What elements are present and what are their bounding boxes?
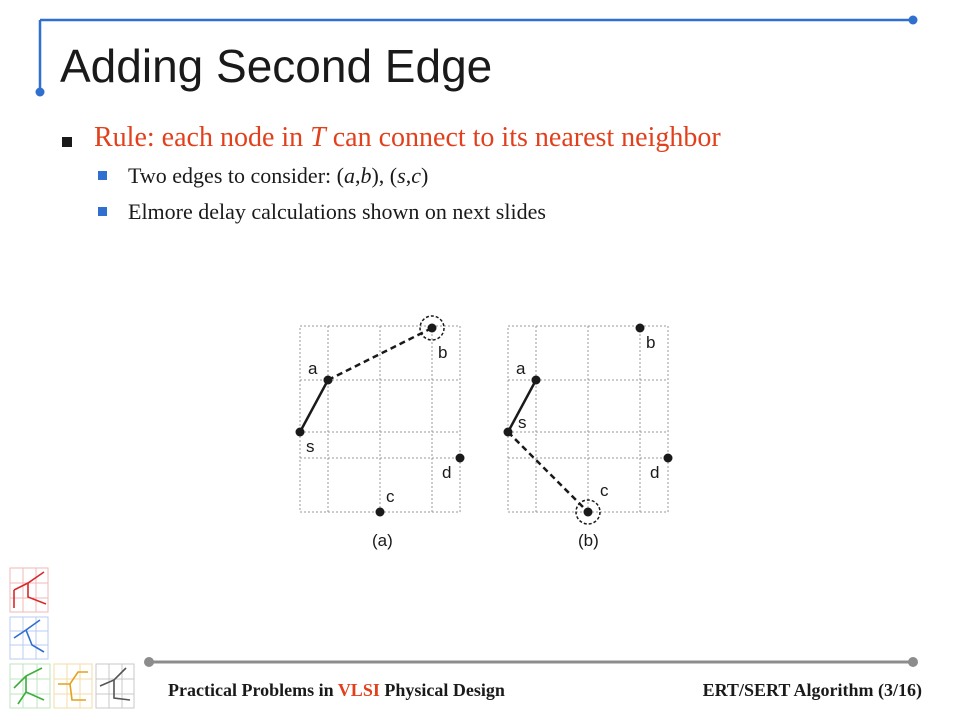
footer-course <box>168 680 505 701</box>
edges-end: ) <box>420 163 429 188</box>
footer-rule-dot-left <box>144 657 154 667</box>
node-s <box>504 428 513 437</box>
node-a <box>532 376 541 385</box>
bullet-rule <box>62 118 942 158</box>
node-s <box>296 428 305 437</box>
label-b: b <box>438 343 448 362</box>
edges-a: a <box>343 163 355 188</box>
caption-b: (b) <box>578 531 599 550</box>
routing-figure <box>280 300 680 560</box>
edges-c: c <box>411 163 421 188</box>
circuit-red-icon <box>10 568 48 612</box>
slide-title: Adding Second Edge <box>60 40 493 92</box>
edge-s-c-dashed <box>508 432 588 512</box>
label-a: a <box>308 359 318 378</box>
edges-text: Two edges to consider: ( <box>128 163 344 188</box>
label-d: d <box>442 463 452 482</box>
elmore-text: Elmore delay calculations shown on next slides <box>128 199 546 224</box>
node-d <box>664 454 673 463</box>
bullet-rule-suffix: can connect to its nearest neighbor <box>325 122 721 153</box>
node-c <box>584 508 593 517</box>
edges-mid: ), ( <box>371 163 398 188</box>
bullet-rule-T: T <box>310 122 326 153</box>
grid-a <box>300 326 460 512</box>
edge-s-a <box>300 380 328 432</box>
footer-course-prefix: Practical Problems in <box>168 680 338 700</box>
edges-comma1: , <box>354 163 361 188</box>
label-c: c <box>600 481 609 500</box>
grid-b <box>508 326 668 512</box>
caption-a: (a) <box>372 531 393 550</box>
label-s: s <box>518 413 527 432</box>
top-rule-dot <box>909 16 918 25</box>
edges-comma2: , <box>405 163 412 188</box>
node-b <box>428 324 437 333</box>
circuit-yellow-icon <box>54 664 92 708</box>
node-b <box>636 324 645 333</box>
label-d: d <box>650 463 660 482</box>
footer-rule-dot-right <box>908 657 918 667</box>
bullet-rule-prefix: Rule: each node in <box>94 122 311 153</box>
square-bullet-icon <box>98 171 107 180</box>
label-a: a <box>516 359 526 378</box>
node-c <box>376 508 385 517</box>
square-bullet-icon <box>62 137 72 147</box>
label-c: c <box>386 487 395 506</box>
edges-b: b <box>360 163 372 188</box>
sub-bullet-edges <box>62 158 942 194</box>
node-a <box>324 376 333 385</box>
circuit-green-icon <box>10 664 50 708</box>
edges-s: s <box>397 163 406 188</box>
footer-course-suffix: Physical Design <box>379 680 505 700</box>
sub-bullet-elmore <box>62 194 942 230</box>
bullet-list <box>62 118 942 230</box>
circuit-blue-icon <box>10 617 48 659</box>
footer-course-vlsi: VLSI <box>337 680 380 700</box>
label-b: b <box>646 333 656 352</box>
node-d <box>456 454 465 463</box>
footer-section: ERT/SERT Algorithm (3/16) <box>702 680 922 700</box>
square-bullet-icon <box>98 207 107 216</box>
circuit-gray-icon <box>96 664 134 708</box>
left-rule-dot <box>36 88 45 97</box>
label-s: s <box>306 437 315 456</box>
